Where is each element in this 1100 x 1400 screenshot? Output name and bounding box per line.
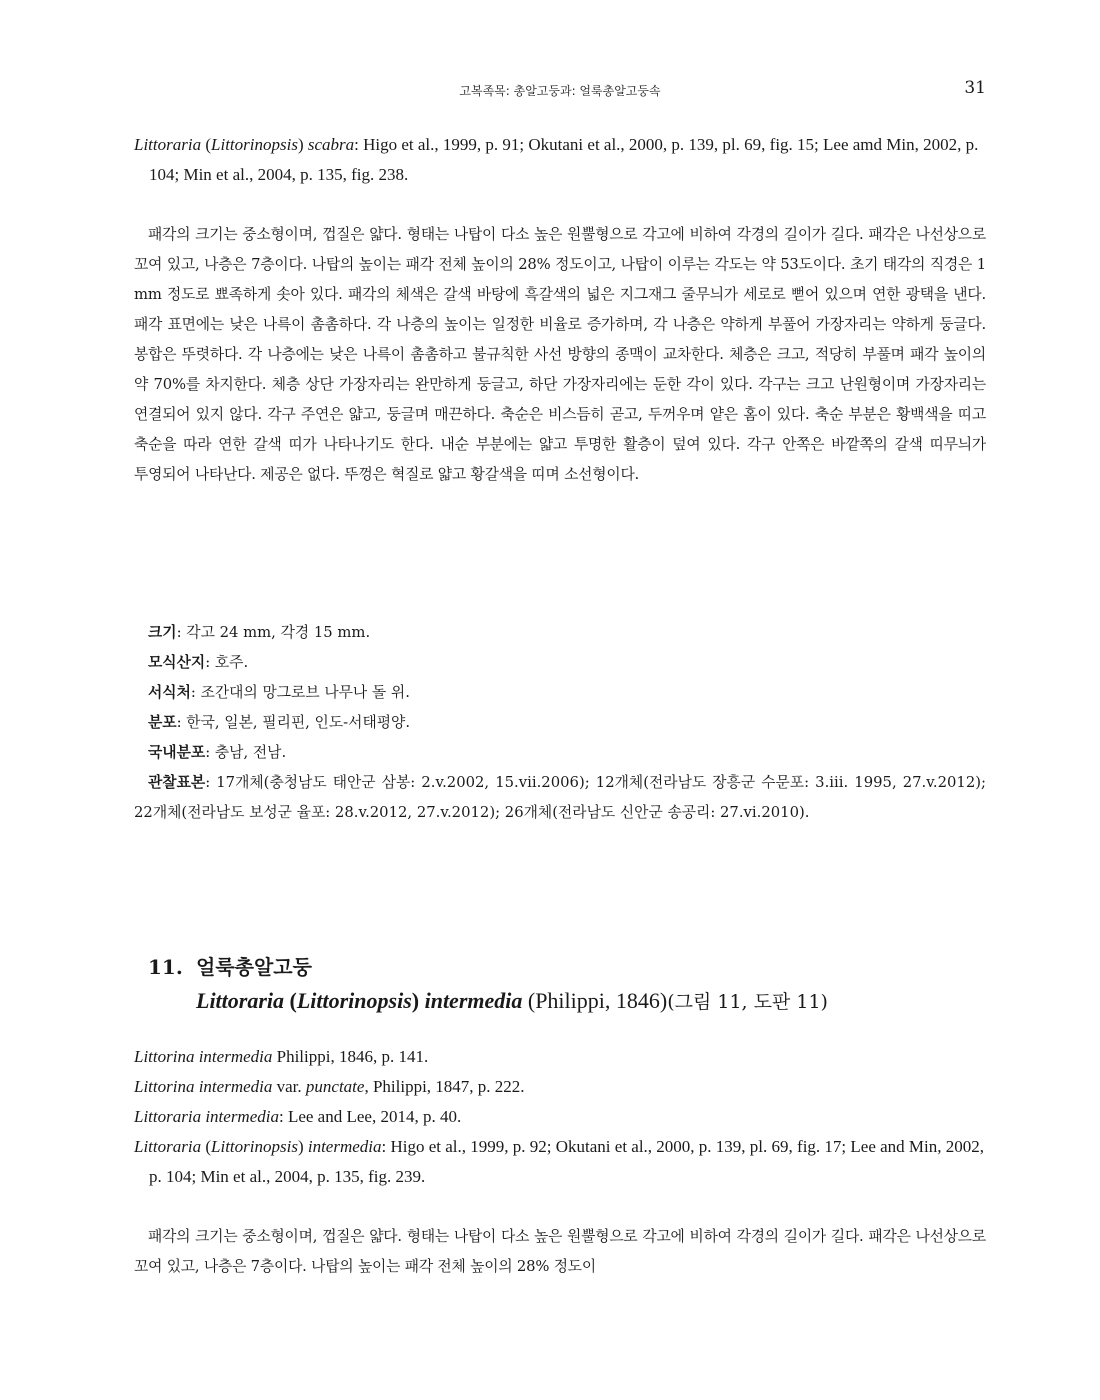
synonym-subgenus: Littorinopsis: [211, 135, 298, 154]
synonym-references: , Philippi, 1847, p. 222.: [364, 1077, 525, 1096]
heading-species: intermedia: [424, 988, 523, 1013]
synonymy-entry: [134, 1042, 986, 1072]
field-value: : 17개체(충청남도 태안군 삼봉: 2.v.2002, 15.vii.2006); 12개체(전라남도 장흥군 수문포: 3.iii. 1995, 27.v.2012); 22개체(전라남도 보성군 율포: 28.v.2012, 27.v.2012); 26개체(전라남도 신안군 송공리: 27.vi.2010).: [134, 774, 986, 821]
field-label: 분포: [148, 714, 177, 731]
synonymy-entry: [134, 1072, 986, 1102]
synonym-variety: punctate: [305, 1077, 365, 1096]
field-value: : 조간대의 망그로브 나무나 돌 위.: [190, 684, 410, 701]
field-value: : 호주.: [205, 654, 249, 671]
heading-figure-reference: (그림 11, 도판 11): [667, 991, 828, 1013]
running-head-title: 고복족목: 총알고둥과: 얼룩총알고둥속: [459, 84, 661, 98]
synonym-references: : Higo et al., 1999, p. 92; Okutani et al., 2000, p. 139, pl. 69, fig. 17; Lee and Min, 2002, p. 104; Min et al., 2004, p. 135, fig. 239.: [149, 1137, 984, 1186]
synonymy-list-intermedia: [134, 1042, 986, 1192]
field-label: 관찰표본: [148, 774, 206, 791]
synonym-references: Philippi, 1846, p. 141.: [272, 1047, 429, 1066]
field-type-locality: [134, 648, 986, 678]
field-size: [134, 618, 986, 648]
heading-subgenus: Littorinopsis: [296, 988, 412, 1013]
field-distribution: [134, 708, 986, 738]
synonym-subgenus: Littorinopsis: [211, 1137, 298, 1156]
heading-author: (Philippi, 1846): [522, 988, 668, 1013]
field-specimens-examined: [134, 768, 986, 828]
species-number: 11.: [148, 955, 183, 979]
species-korean-name: 얼룩총알고둥: [196, 955, 312, 979]
synonym-taxon: Littoraria intermedia: [134, 1107, 279, 1126]
synonym-taxon: Littorina intermedia: [134, 1077, 273, 1096]
synonymy-entry: Littoraria (Littorinopsis) intermedia: Higo et al., 1999, p. 92; Okutani et al., 2000, p. 139, pl. 69, fig. 17; Lee and Min, 2002, p. 104; Min et al., 2004, p. 135, fig. 239.: [134, 1137, 984, 1186]
synonymy-entry-scabra: Littoraria (Littorinopsis) scabra: Higo et al., 1999, p. 91; Okutani et al., 2000, p. 139, pl. 69, fig. 15; Lee amd Min, 2002, p. 104; Min et al., 2004, p. 135, fig. 238.: [134, 135, 979, 184]
running-header: [134, 78, 986, 102]
field-value: : 한국, 일본, 필리핀, 인도-서태평양.: [176, 714, 411, 731]
species-description-paragraph-continued: 패각의 크기는 중소형이며, 껍질은 얇다. 형태는 나탑이 다소 높은 원뿔형으로 각고에 비하여 각경의 길이가 길다. 패각은 나선상으로 꼬여 있고, 나층은 7층이다. 나탑의 높이는 패각 전체 높이의 28% 정도이: [134, 1228, 986, 1275]
species-heading-korean: [148, 950, 986, 984]
field-label: 서식처: [148, 684, 191, 701]
synonym-references: : Lee and Lee, 2014, p. 40.: [278, 1107, 462, 1126]
synonym-taxon: Littorina intermedia: [134, 1047, 273, 1066]
heading-genus: Littoraria: [196, 988, 285, 1013]
field-habitat: [134, 678, 986, 708]
synonym-species: scabra: [307, 135, 355, 154]
field-label: 모식산지: [148, 654, 206, 671]
synonym-genus: Littoraria: [134, 1137, 202, 1156]
field-value: : 각고 24 mm, 각경 15 mm.: [176, 624, 371, 641]
synonym-references: : Higo et al., 1999, p. 91; Okutani et al., 2000, p. 139, pl. 69, fig. 15; Lee amd Min, 2002, p. 104; Min et al., 2004, p. 135, fig. 238.: [149, 135, 979, 184]
species-description-paragraph: 패각의 크기는 중소형이며, 껍질은 얇다. 형태는 나탑이 다소 높은 원뿔형으로 각고에 비하여 각경의 길이가 길다. 패각은 나선상으로 꼬여 있고, 나층은 7층이다. 나탑의 높이는 패각 전체 높이의 28% 정도이고, 나탑이 이루는 각도는 약 53도이다. 초기 태각의 직경은 1 mm 정도로 뾰족하게 솟아 있다. 패각의 체색은 갈색 바탕에 흑갈색의 넓은 지그재그 줄무늬가 세로로 뻗어 있으며 연한 광택을 낸다. 패각 표면에는 낮은 나륵이 촘촘하다. 각 나층의 높이는 일정한 비율로 증가하며, 각 나층은 약하게 부풀어 가장자리는 약하게 둥글다. 봉합은 뚜렷하다. 각 나층에는 낮은 나륵이 촘촘하고 불규칙한 사선 방향의 종맥이 교차한다. 체층은 크고, 적당히 부풀며 패각 높이의 약 70%를 차지한다. 체층 상단 가장자리는 완만하게 둥글고, 하단 가장자리에는 둔한 각이 있다. 각구는 크고 난원형이며 가장자리는 연결되어 있지 않다. 각구 주연은 얇고, 둥글며 매끈하다. 축순은 비스듬히 곧고, 두꺼우며 얕은 홈이 있다. 축순 부분은 황백색을 띠고 축순을 따라 연한 갈색 띠가 나타나기도 한다. 내순 부분에는 얇고 투명한 활층이 덮여 있다. 각구 안쪽은 바깥쪽의 갈색 띠무늬가 투영되어 나타난다. 제공은 없다. 뚜껑은 혁질로 얇고 황갈색을 띠며 소선형이다.: [134, 226, 986, 483]
field-value: : 충남, 전남.: [205, 744, 287, 761]
field-label: 국내분포: [148, 744, 206, 761]
page-number: 31: [964, 78, 986, 98]
field-label: 크기: [148, 624, 177, 641]
synonym-rank: var.: [272, 1077, 306, 1096]
synonym-species: intermedia: [307, 1137, 382, 1156]
field-domestic-distribution: [134, 738, 986, 768]
species-heading-scientific: Littoraria (Littorinopsis) intermedia (Philippi, 1846)(그림 11, 도판 11): [196, 988, 828, 1013]
synonym-genus: Littoraria: [134, 135, 202, 154]
synonymy-entry: [134, 1102, 986, 1132]
species-heading: [148, 950, 986, 1019]
species-data-fields: [134, 618, 986, 828]
